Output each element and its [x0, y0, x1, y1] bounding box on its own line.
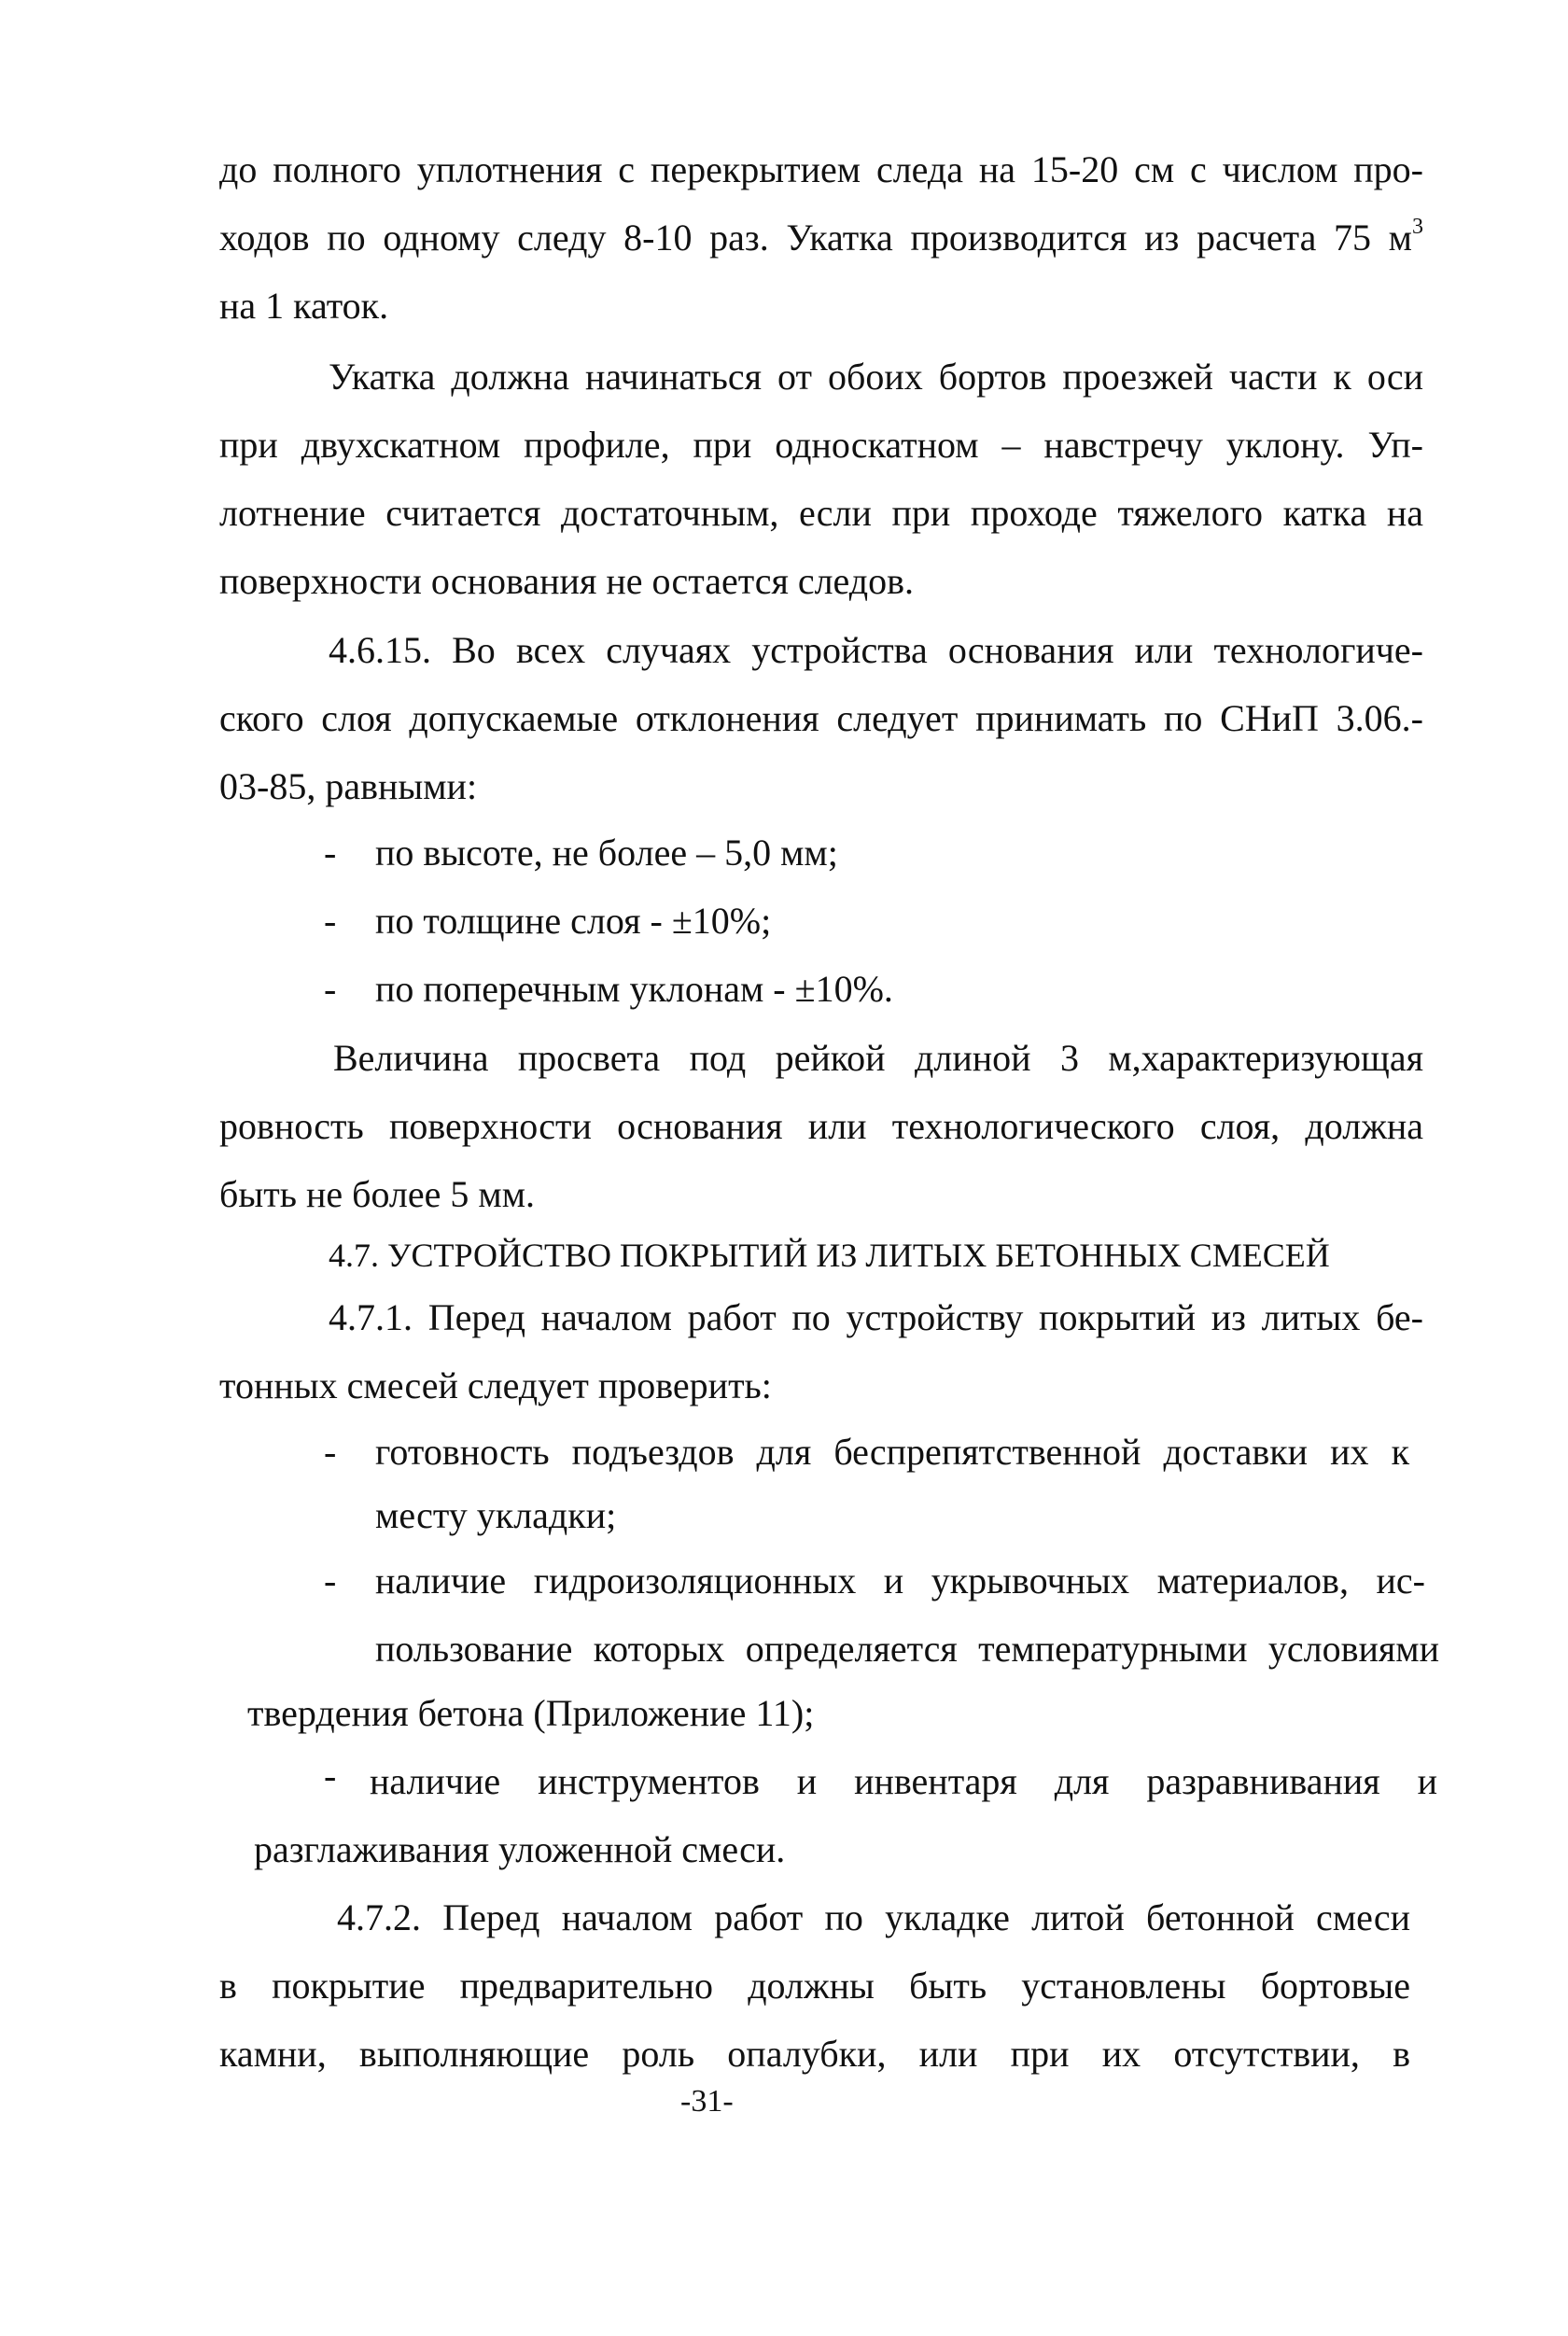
text-fragment: ходов по одному следу 8-10 раз. Укатка производится из расчета 75 м: [219, 217, 1412, 259]
list-dash: -: [324, 900, 337, 942]
text-line: на 1 каток.: [219, 285, 389, 327]
text-line: 03-85, равными:: [219, 765, 478, 807]
list-item: по высоте, не более – 5,0 мм;: [375, 832, 838, 874]
section-heading: 4.7. УСТРОЙСТВО ПОКРЫТИЙ ИЗ ЛИТЫХ БЕТОННЫХ СМЕСЕЙ: [329, 1237, 1330, 1274]
list-dash: -: [324, 832, 337, 874]
list-dash: -: [324, 1755, 337, 1797]
text-line: 4.6.15. Во всех случаях устройства основания или технологиче-: [329, 629, 1423, 671]
list-item: готовность подъездов для беспрепятственной доставки их к: [375, 1431, 1409, 1473]
list-item: наличие гидроизоляционных и укрывочных материалов, ис-: [375, 1560, 1425, 1602]
text-line: камни, выполняющие роль опалубки, или при их отсутствии, в: [219, 2033, 1410, 2075]
list-item: наличие инструментов и инвентаря для разравнивания и: [370, 1760, 1437, 1802]
text-line: при двухскатном профиле, при односкатном – навстречу уклону. Уп-: [219, 424, 1423, 466]
text-line: лотнение считается достаточным, если при проходе тяжелого катка на: [219, 492, 1423, 534]
list-dash: -: [324, 1431, 337, 1473]
superscript: 3: [1412, 215, 1423, 239]
text-line: тонных смесей следует проверить:: [219, 1364, 772, 1406]
list-item: по толщине слоя - ±10%;: [375, 900, 772, 942]
text-line: до полного уплотнения с перекрытием следа на 15-20 см с числом про-: [219, 148, 1423, 190]
text-line: в покрытие предварительно должны быть установлены бортовые: [219, 1965, 1410, 2007]
list-dash: -: [324, 1560, 337, 1602]
text-line: ровность поверхности основания или технологического слоя, должна: [219, 1105, 1423, 1147]
text-line: 4.7.1. Перед началом работ по устройству покрытий из литых бе-: [329, 1296, 1423, 1338]
text-line: 4.7.2. Перед началом работ по укладке литой бетонной смеси: [337, 1896, 1410, 1938]
list-item: по поперечным уклонам - ±10%.: [375, 968, 893, 1010]
text-line: [219, 216, 1423, 260]
list-item-continuation: твердения бетона (Приложение 11);: [247, 1692, 815, 1734]
text-line: Величина просвета под рейкой длиной 3 м,характеризующая: [333, 1037, 1423, 1079]
list-item-continuation: месту укладки;: [375, 1494, 617, 1536]
text-line: поверхности основания не остается следов.: [219, 560, 915, 602]
page-number: -31-: [680, 2084, 734, 2119]
text-line: быть не более 5 мм.: [219, 1173, 536, 1215]
list-item-continuation: разглаживания уложенной смеси.: [254, 1828, 786, 1870]
list-item-continuation: пользование которых определяется температурными условиями: [375, 1628, 1439, 1670]
text-line: Укатка должна начинаться от обоих бортов проезжей части к оси: [329, 356, 1423, 398]
list-dash: -: [324, 968, 337, 1010]
text-line: ского слоя допускаемые отклонения следует принимать по СНиП 3.06.-: [219, 697, 1423, 739]
